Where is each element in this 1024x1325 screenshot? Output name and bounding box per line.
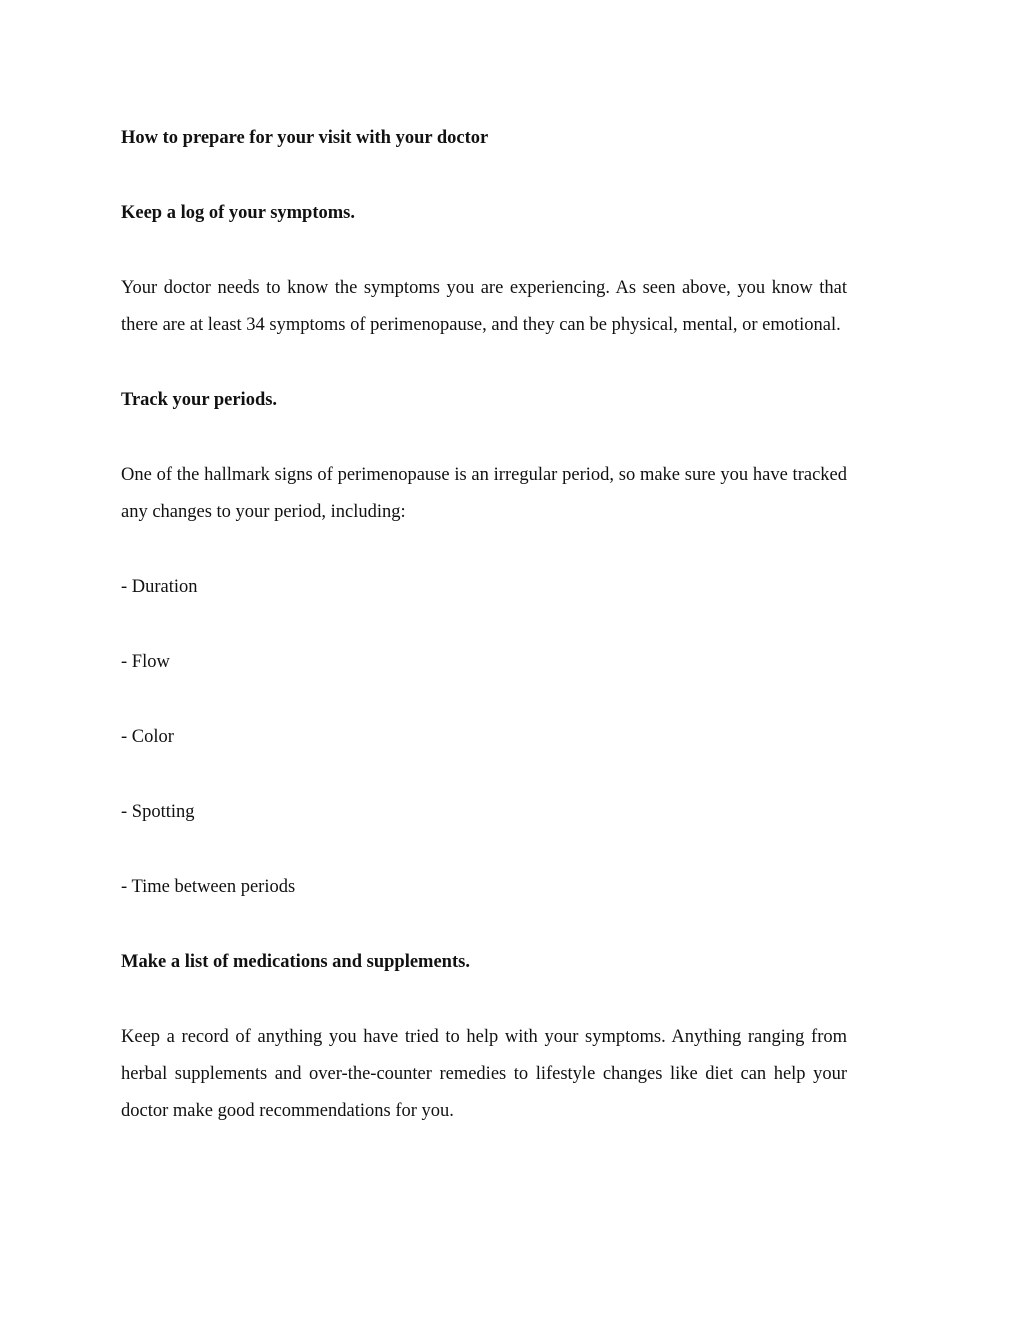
section-body-medications: Keep a record of anything you have tried to help with your symptoms. Anything ranging from herbal supplements and over-the-counter remedies to lifestyle changes like diet can help your doctor make good recommendations for you.	[121, 1027, 847, 1121]
document-body	[121, 120, 847, 1130]
document-title: How to prepare for your visit with your doctor	[121, 128, 489, 148]
section-heading-log: Keep a log of your symptoms.	[121, 203, 355, 223]
section-body-periods: One of the hallmark signs of perimenopause is an irregular period, so make sure you have tracked any changes to your period, including:	[121, 465, 847, 522]
list-item-flow: - Flow	[121, 652, 170, 672]
list-item-time-between: - Time between periods	[121, 877, 296, 897]
list-item-spotting: - Spotting	[121, 802, 195, 822]
section-body-log: Your doctor needs to know the symptoms you are experiencing. As seen above, you know that there are at least 34 symptoms of perimenopause, and they can be physical, mental, or emotional.	[121, 278, 847, 335]
section-heading-medications: Make a list of medications and supplements.	[121, 952, 470, 972]
section-heading-periods: Track your periods.	[121, 390, 278, 410]
list-item-duration: - Duration	[121, 577, 198, 597]
list-item-color: - Color	[121, 727, 174, 747]
